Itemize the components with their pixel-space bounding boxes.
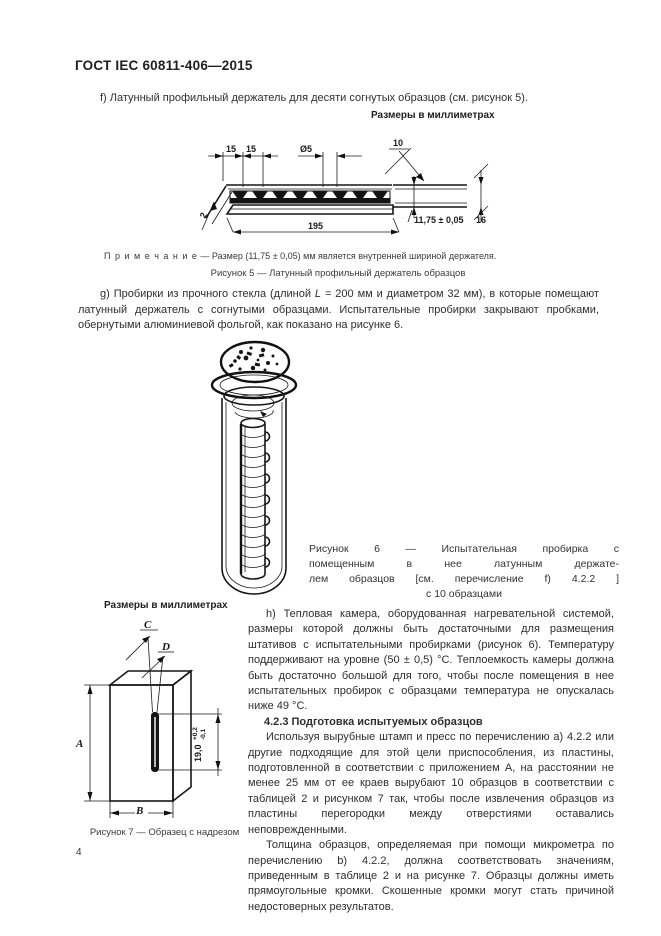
svg-text:Ø5: Ø5 [300, 144, 313, 154]
svg-text:+0,2: +0,2 [192, 727, 199, 740]
svg-text:2: 2 [197, 210, 209, 220]
page-number: 4 [76, 847, 82, 858]
page-header: ГОСТ IEC 60811-406—2015 [75, 58, 253, 73]
figure5-drawing [180, 126, 515, 248]
caption-line: с 10 образцами [426, 588, 502, 600]
notch-dimension-label [192, 727, 207, 762]
text-column [248, 607, 614, 915]
foil-texture [229, 346, 279, 371]
figure5-note [104, 251, 574, 261]
figure6-caption [309, 542, 619, 602]
svg-text:B: B [136, 805, 144, 817]
caption-line: лем образцов [см. перечисление f) 4.2.2 ] [309, 573, 619, 585]
svg-text:C: C [144, 619, 152, 631]
g-text-1: g) Пробирки из прочного стекла (длиной [100, 288, 315, 300]
svg-text:11,75 ± 0,05: 11,75 ± 0,05 [414, 215, 464, 225]
svg-text:10: 10 [393, 138, 404, 148]
svg-text:D: D [162, 641, 170, 653]
svg-text:195: 195 [308, 221, 324, 231]
figure7-caption: Рисунок 7 — Образец с надрезом [89, 827, 240, 838]
svg-text:15: 15 [226, 144, 237, 154]
caption-line: Рисунок 6 — Испытательная пробирка с [309, 543, 619, 555]
section-423-para-1: Используя вырубные штамп и пресс по перечислению a) 4.2.2 или другие подходящие для этой цели приспособления, из пластины, подготовленной в соответствии с приложением А, на расстоянии не менее 25 мм от ее краев вырубают 10 образцов в соответствии с таблицей 2 и рисунком 7 так, чтобы после извлечения образцов из пластины перегородки между отверстиями оставались неповрежденными. [248, 731, 614, 836]
g-text-2: = 200 мм и диаметром 32 мм), в которые помещают латунный держатель с согнутыми образцами. Испытательные пробирки закрывают пробками, обернутыми алюминиевой фольгой, как показано на рисунке 6. [78, 288, 599, 332]
dimensions-note-1: Размеры в миллиметрах [371, 110, 495, 121]
svg-text:15: 15 [246, 144, 257, 154]
note-text: — Размер (11,75 ± 0,05) мм является внутренней шириной держателя. [197, 251, 497, 261]
item-h-paragraph: h) Тепловая камера, оборудованная нагревательной системой, размеры которой должны быть достаточными для размещения штативов с испытательными пробирками (рисунок 6). Температуру поддерживают на уровне (50 ± 0,5) °С. Теплоемкость камеры должна быть достаточно большой для того, чтобы после помещения в нее испытательных пробирок с образцами температура не опускалась ниже 49 °С. [248, 608, 614, 713]
svg-text:-0,1: -0,1 [200, 728, 207, 740]
figure7-drawing [70, 616, 255, 824]
svg-text:19,0: 19,0 [193, 744, 203, 762]
dimensions-note-2: Размеры в миллиметрах [104, 600, 228, 611]
g-variable-L: L [314, 288, 322, 300]
item-g-paragraph [78, 287, 599, 334]
note-label: П р и м е ч а н и е [104, 251, 198, 261]
svg-text:16: 16 [476, 215, 487, 225]
figure6-drawing [193, 336, 318, 598]
figure5-caption: Рисунок 5 — Латунный профильный держатель образцов [210, 268, 466, 279]
section-423-heading: 4.2.3 Подготовка испытуемых образцов [264, 715, 483, 728]
svg-text:A: A [76, 738, 84, 750]
section-423-para-2: Толщина образцов, определяемая при помощи микрометра по перечислению b) 4.2.2, должна соответствовать значениям, приведенным в таблице 2 и на рисунке 7. Образцы должны иметь прямоугольные кромки. Скошенные кромки могут стать причиной недостоверных результатов. [248, 839, 614, 913]
caption-line: помещенным в нее латунным держате- [309, 558, 619, 570]
item-f-paragraph: f) Латунный профильный держатель для десяти согнутых образцов (см. рисунок 5). [100, 92, 528, 104]
